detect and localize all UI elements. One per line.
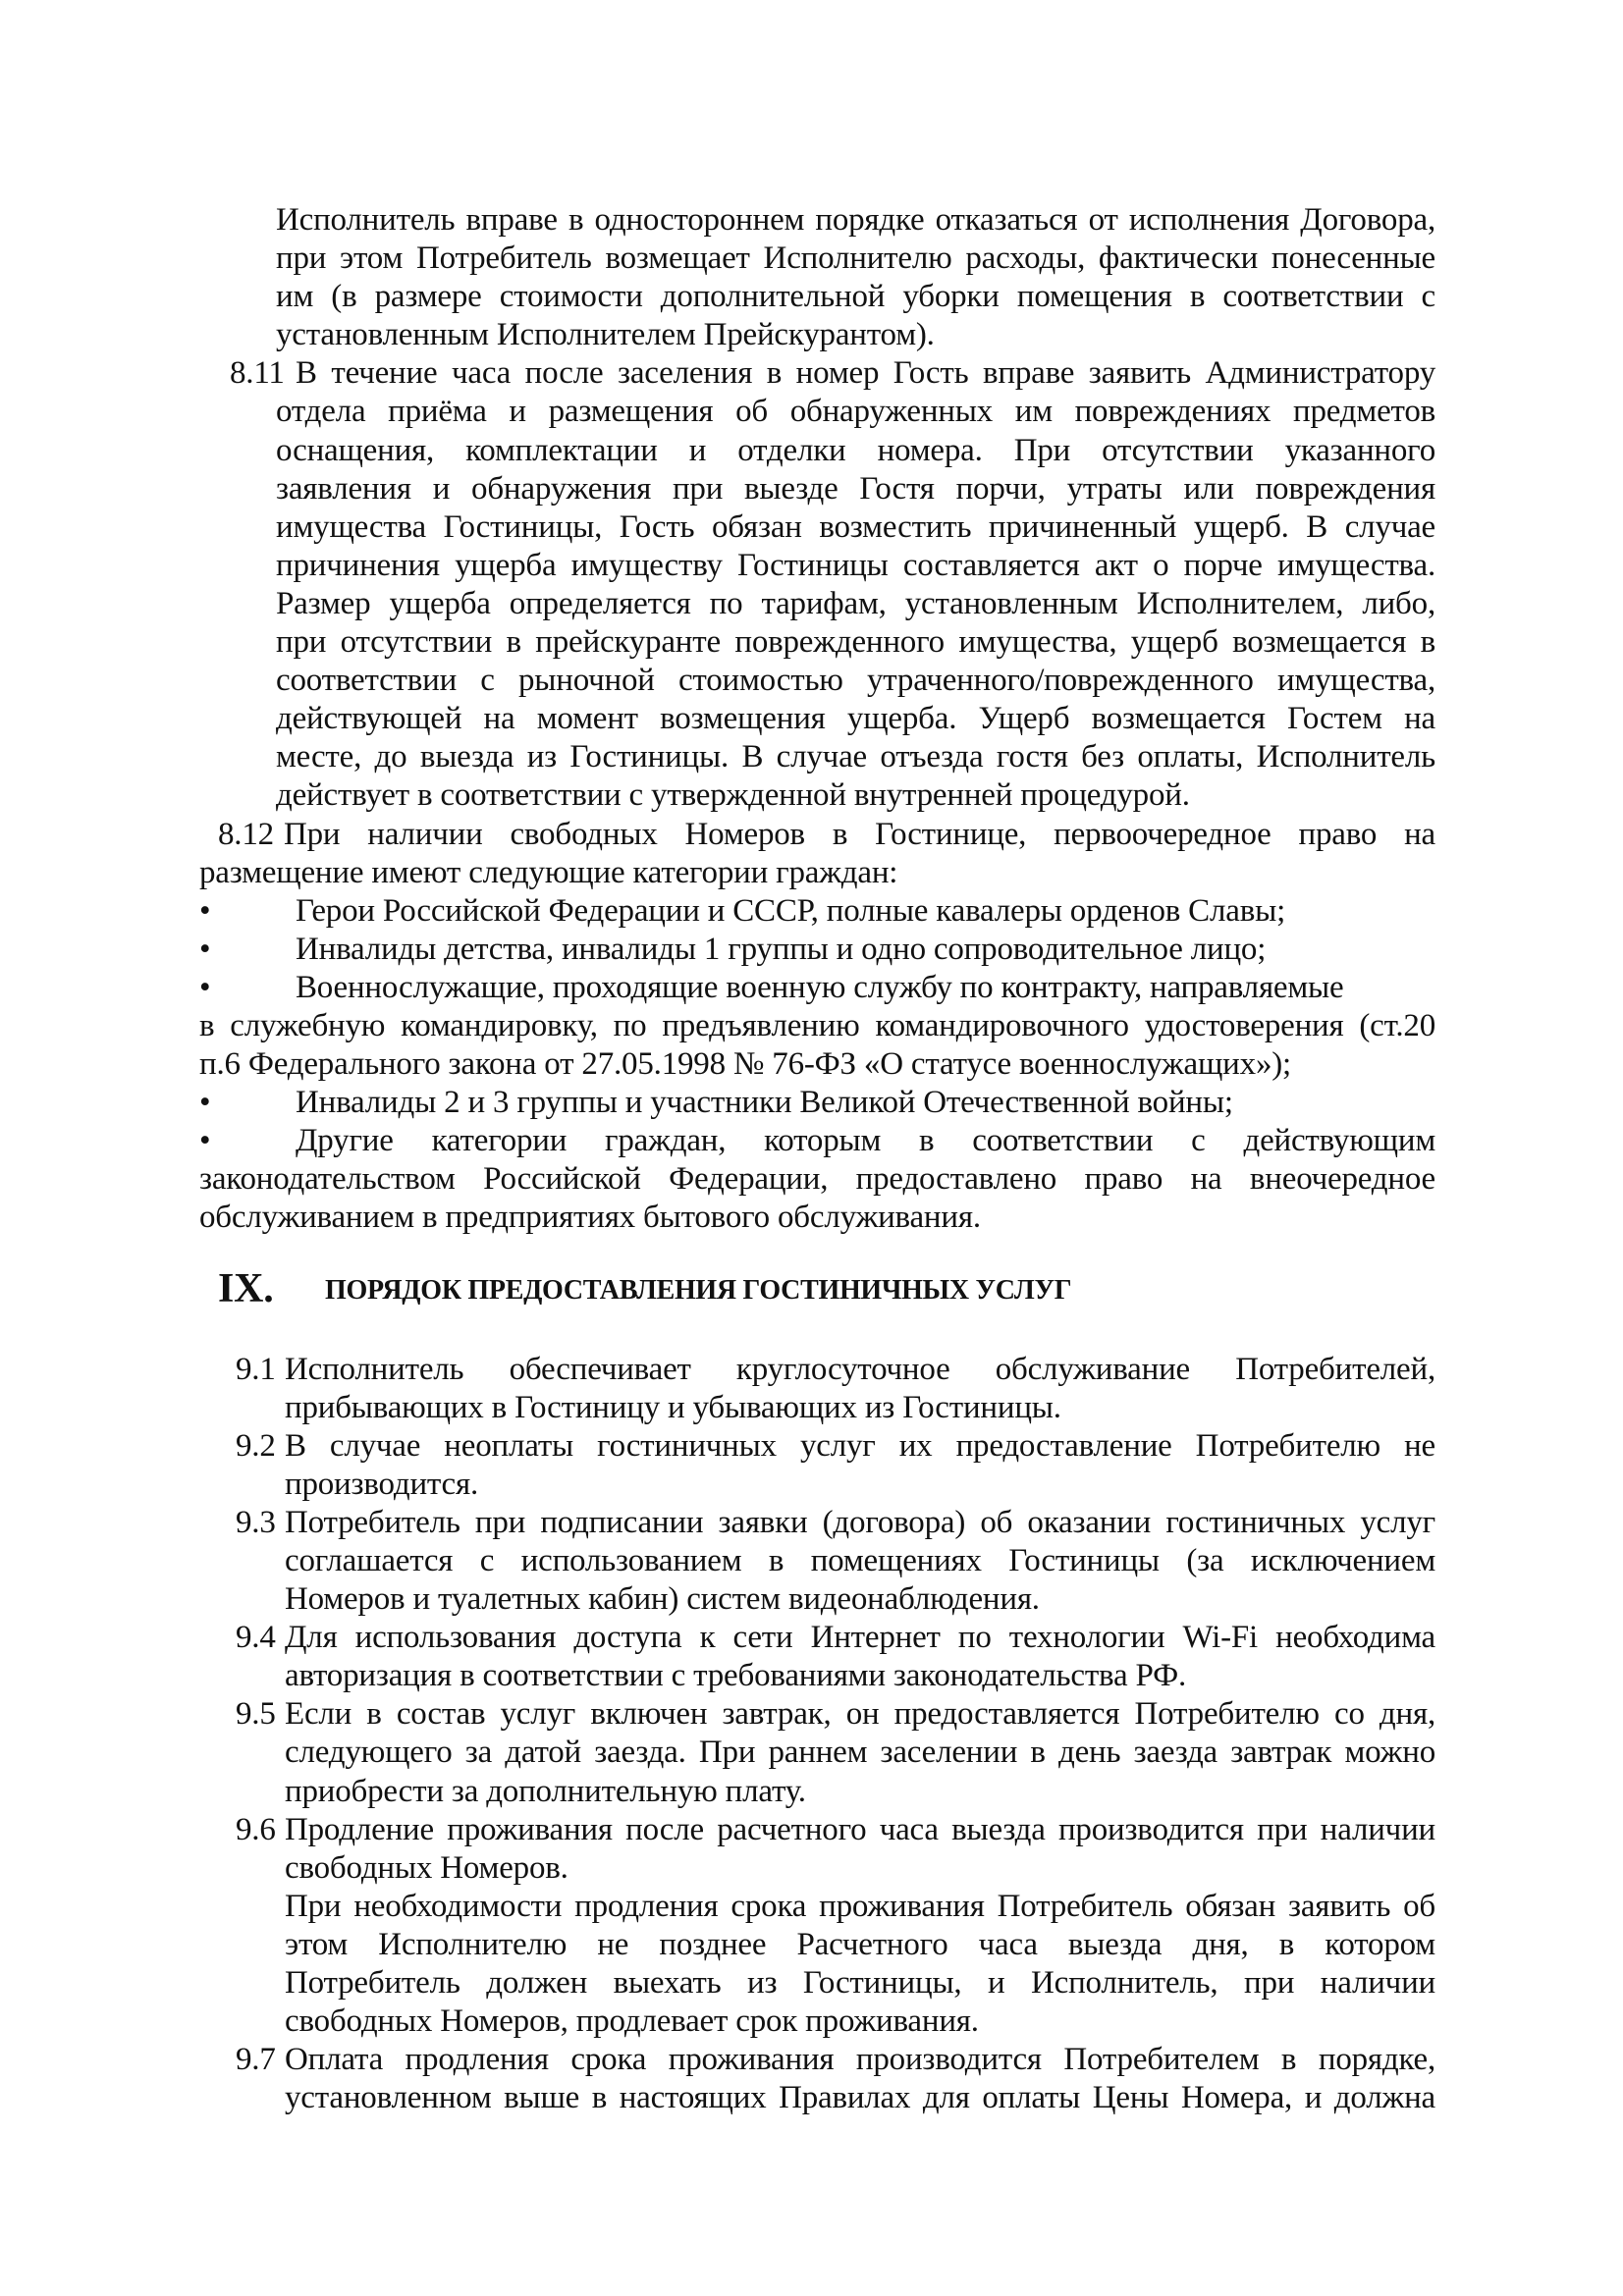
text-line xyxy=(0,1542,1623,1580)
line-text: при этом Потребитель возмещает Исполнителю расходы, фактически понесенные xyxy=(276,240,1435,277)
line-text: авторизация в соответствии с требованиями законодательства РФ. xyxy=(285,1658,1187,1694)
bullet-item xyxy=(0,931,1623,969)
text-line xyxy=(0,623,1623,662)
line-text: В течение часа после заселения в номер Гость вправе заявить Администратору xyxy=(296,355,1435,392)
text-line xyxy=(0,316,1623,354)
line-text: этом Исполнителю не позднее Расчетного часа выезда дня, в котором xyxy=(285,1926,1435,1962)
line-text: установленным Исполнителем Прейскурантом). xyxy=(276,317,935,353)
text-line xyxy=(0,931,1623,969)
text-line xyxy=(0,547,1623,585)
line-text: размещение имеют следующие категории граждан: xyxy=(199,854,898,890)
bullet-item xyxy=(0,1084,1623,1122)
line-text: следующего за датой заезда. При раннем заселении в день заезда завтрак можно xyxy=(285,1735,1435,1771)
text-line xyxy=(0,1695,1623,1734)
text-line xyxy=(0,201,1623,240)
clause-number: 9.5 xyxy=(236,1696,276,1733)
bullet-item xyxy=(0,1122,1623,1237)
text-line xyxy=(0,393,1623,431)
line-text: Инвалиды детства, инвалиды 1 группы и одно сопроводительное лицо; xyxy=(296,931,1267,967)
numbered-clause xyxy=(0,1619,1623,1695)
text-line xyxy=(0,969,1623,1007)
line-text: п.6 Федерального закона от 27.05.1998 № 76-ФЗ «О статусе военнослужащих»); xyxy=(199,1046,1292,1083)
line-text: оснащения, комплектации и отделки номера. При отсутствии указанного xyxy=(276,432,1435,468)
numbered-clause xyxy=(0,354,1623,815)
text-line xyxy=(0,700,1623,738)
text-line xyxy=(0,2002,1623,2041)
text-line xyxy=(0,1811,1623,1849)
line-text: производится. xyxy=(285,1466,479,1502)
text-line xyxy=(0,1580,1623,1619)
line-text: Оплата продления срока проживания производится Потребителем в порядке, xyxy=(285,2042,1435,2078)
bullet-icon: • xyxy=(199,969,211,1005)
line-text: законодательством Российской Федерации, предоставлено право на внеочередное xyxy=(199,1161,1435,1198)
line-text: обслуживанием в предприятиях бытового обслуживания. xyxy=(199,1200,981,1236)
line-text: при отсутствии в прейскуранте поврежденного имущества, ущерб возмещается в xyxy=(276,624,1435,661)
line-text: соглашается с использованием в помещениях Гостиницы (за исключением xyxy=(285,1543,1435,1578)
clause-number: 8.11 xyxy=(230,355,285,392)
line-text: свободных Номеров. xyxy=(285,1849,568,1886)
clause-number: 8.12 xyxy=(218,816,274,852)
bullet-icon: • xyxy=(199,931,211,967)
line-text: свободных Номеров, продлевает срок проживания. xyxy=(285,2003,979,2040)
line-text: Потребитель при подписании заявки (договора) об оказании гостиничных услуг xyxy=(285,1504,1435,1540)
bullet-item xyxy=(0,969,1623,1084)
text-line xyxy=(0,1160,1623,1199)
text-line xyxy=(0,1199,1623,1237)
numbered-clause xyxy=(0,1811,1623,1888)
line-text: заявления и обнаружения при выезде Гостя порчи, утраты или повреждения xyxy=(276,470,1435,507)
clause-number: 9.3 xyxy=(236,1504,276,1540)
numbered-clause xyxy=(0,1351,1623,1427)
document-page xyxy=(0,201,1623,2117)
line-text: им (в размере стоимости дополнительной уборки помещения в соответствии с xyxy=(276,279,1435,315)
numbered-clause xyxy=(0,1504,1623,1619)
line-text: Инвалиды 2 и 3 группы и участники Великой Отечественной войны; xyxy=(296,1085,1233,1121)
text-line xyxy=(0,1007,1623,1045)
text-line xyxy=(0,470,1623,508)
clause-number: 9.4 xyxy=(236,1620,276,1656)
line-text: Исполнитель вправе в одностороннем порядке отказаться от исполнения Договора, xyxy=(276,202,1435,238)
line-text: Исполнитель обеспечивает круглосуточное обслуживание Потребителей, xyxy=(285,1351,1435,1387)
line-text: действует в соответствии с утвержденной внутренней процедурой. xyxy=(276,777,1190,814)
line-text: При наличии свободных Номеров в Гостинице, первоочередное право на xyxy=(284,816,1435,852)
paragraph xyxy=(0,1888,1623,2041)
text-line xyxy=(0,1389,1623,1427)
line-text: действующей на момент возмещения ущерба. Ущерб возмещается Гостем на xyxy=(276,701,1435,737)
numbered-clause xyxy=(0,1695,1623,1810)
text-line xyxy=(0,240,1623,278)
clause-number: 9.1 xyxy=(236,1351,276,1387)
text-line xyxy=(0,1466,1623,1504)
line-text: Для использования доступа к сети Интернет по технологии Wi-Fi необходима xyxy=(285,1620,1435,1656)
text-line xyxy=(0,1427,1623,1466)
clause-number: 9.7 xyxy=(236,2042,276,2078)
line-text: в служебную командировку, по предъявлению командировочного удостоверения (ст.20 xyxy=(199,1007,1435,1043)
text-line xyxy=(0,738,1623,776)
line-text: Потребитель должен выехать из Гостиницы, и Исполнитель, при наличии xyxy=(285,1965,1435,2002)
paragraph xyxy=(0,201,1623,354)
line-text: отдела приёма и размещения об обнаруженных им повреждениях предметов xyxy=(276,394,1435,430)
text-line xyxy=(0,432,1623,470)
bullet-icon: • xyxy=(199,892,211,929)
text-line xyxy=(0,1351,1623,1389)
clause-number: 9.2 xyxy=(236,1427,276,1464)
line-text: В случае неоплаты гостиничных услуг их предоставление Потребителю не xyxy=(285,1427,1435,1464)
line-text: Продление проживания после расчетного часа выезда производится при наличии xyxy=(285,1811,1435,1847)
line-text: Военнослужащие, проходящие военную службу по контракту, направляемые xyxy=(296,969,1344,1005)
text-line xyxy=(0,1964,1623,2002)
text-line xyxy=(0,1084,1623,1122)
numbered-clause xyxy=(0,1427,1623,1504)
section-title: ПОРЯДОК ПРЕДОСТАВЛЕНИЯ ГОСТИНИЧНЫХ УСЛУГ xyxy=(325,1274,1072,1306)
line-text: причинения ущерба имуществу Гостиницы составляется акт о порче имущества. xyxy=(276,547,1435,583)
text-line xyxy=(0,585,1623,623)
line-text: прибывающих в Гостиницу и убывающих из Гостиницы. xyxy=(285,1389,1061,1425)
text-line xyxy=(0,1045,1623,1084)
text-line xyxy=(0,2041,1623,2079)
line-text: Другие категории граждан, которым в соответствии с действующим xyxy=(296,1123,1435,1159)
text-line xyxy=(0,776,1623,815)
text-line xyxy=(0,2079,1623,2117)
text-line xyxy=(0,278,1623,316)
bullet-icon: • xyxy=(199,1085,211,1121)
text-line xyxy=(0,354,1623,393)
text-line xyxy=(0,1888,1623,1926)
line-text: Размер ущерба определяется по тарифам, установленным Исполнителем, либо, xyxy=(276,585,1435,621)
line-text: имущества Гостиницы, Гость обязан возместить причиненный ущерб. В случае xyxy=(276,508,1435,545)
text-line xyxy=(0,892,1623,931)
line-text: При необходимости продления срока проживания Потребитель обязан заявить об xyxy=(285,1888,1435,1924)
line-text: приобрести за дополнительную плату. xyxy=(285,1773,806,1809)
text-line xyxy=(0,854,1623,892)
text-line xyxy=(0,1504,1623,1542)
clause-number: 9.6 xyxy=(236,1811,276,1847)
text-line xyxy=(0,508,1623,547)
line-text: месте, до выезда из Гостиницы. В случае отъезда гостя без оплаты, Исполнитель xyxy=(276,739,1435,775)
text-line xyxy=(0,1657,1623,1695)
text-line xyxy=(0,816,1623,854)
text-line xyxy=(0,662,1623,700)
text-line xyxy=(0,1619,1623,1657)
text-line xyxy=(0,1122,1623,1160)
section-heading xyxy=(0,1238,1623,1351)
line-text: Если в состав услуг включен завтрак, он предоставляется Потребителю со дня, xyxy=(285,1696,1435,1733)
numbered-clause xyxy=(0,816,1623,892)
line-text: установленном выше в настоящих Правилах для оплаты Цены Номера, и должна xyxy=(285,2080,1435,2116)
section-number: IX. xyxy=(218,1265,274,1311)
line-text: соответствии с рыночной стоимостью утраченного/поврежденного имущества, xyxy=(276,663,1435,699)
line-text: Герои Российской Федерации и СССР, полные кавалеры орденов Славы; xyxy=(296,892,1286,929)
text-line xyxy=(0,1926,1623,1964)
text-line xyxy=(0,1734,1623,1772)
numbered-clause xyxy=(0,2041,1623,2117)
bullet-item xyxy=(0,892,1623,931)
text-line xyxy=(0,1773,1623,1811)
bullet-icon: • xyxy=(199,1123,211,1159)
line-text: Номеров и туалетных кабин) систем видеонаблюдения. xyxy=(285,1581,1040,1618)
text-line xyxy=(0,1849,1623,1888)
